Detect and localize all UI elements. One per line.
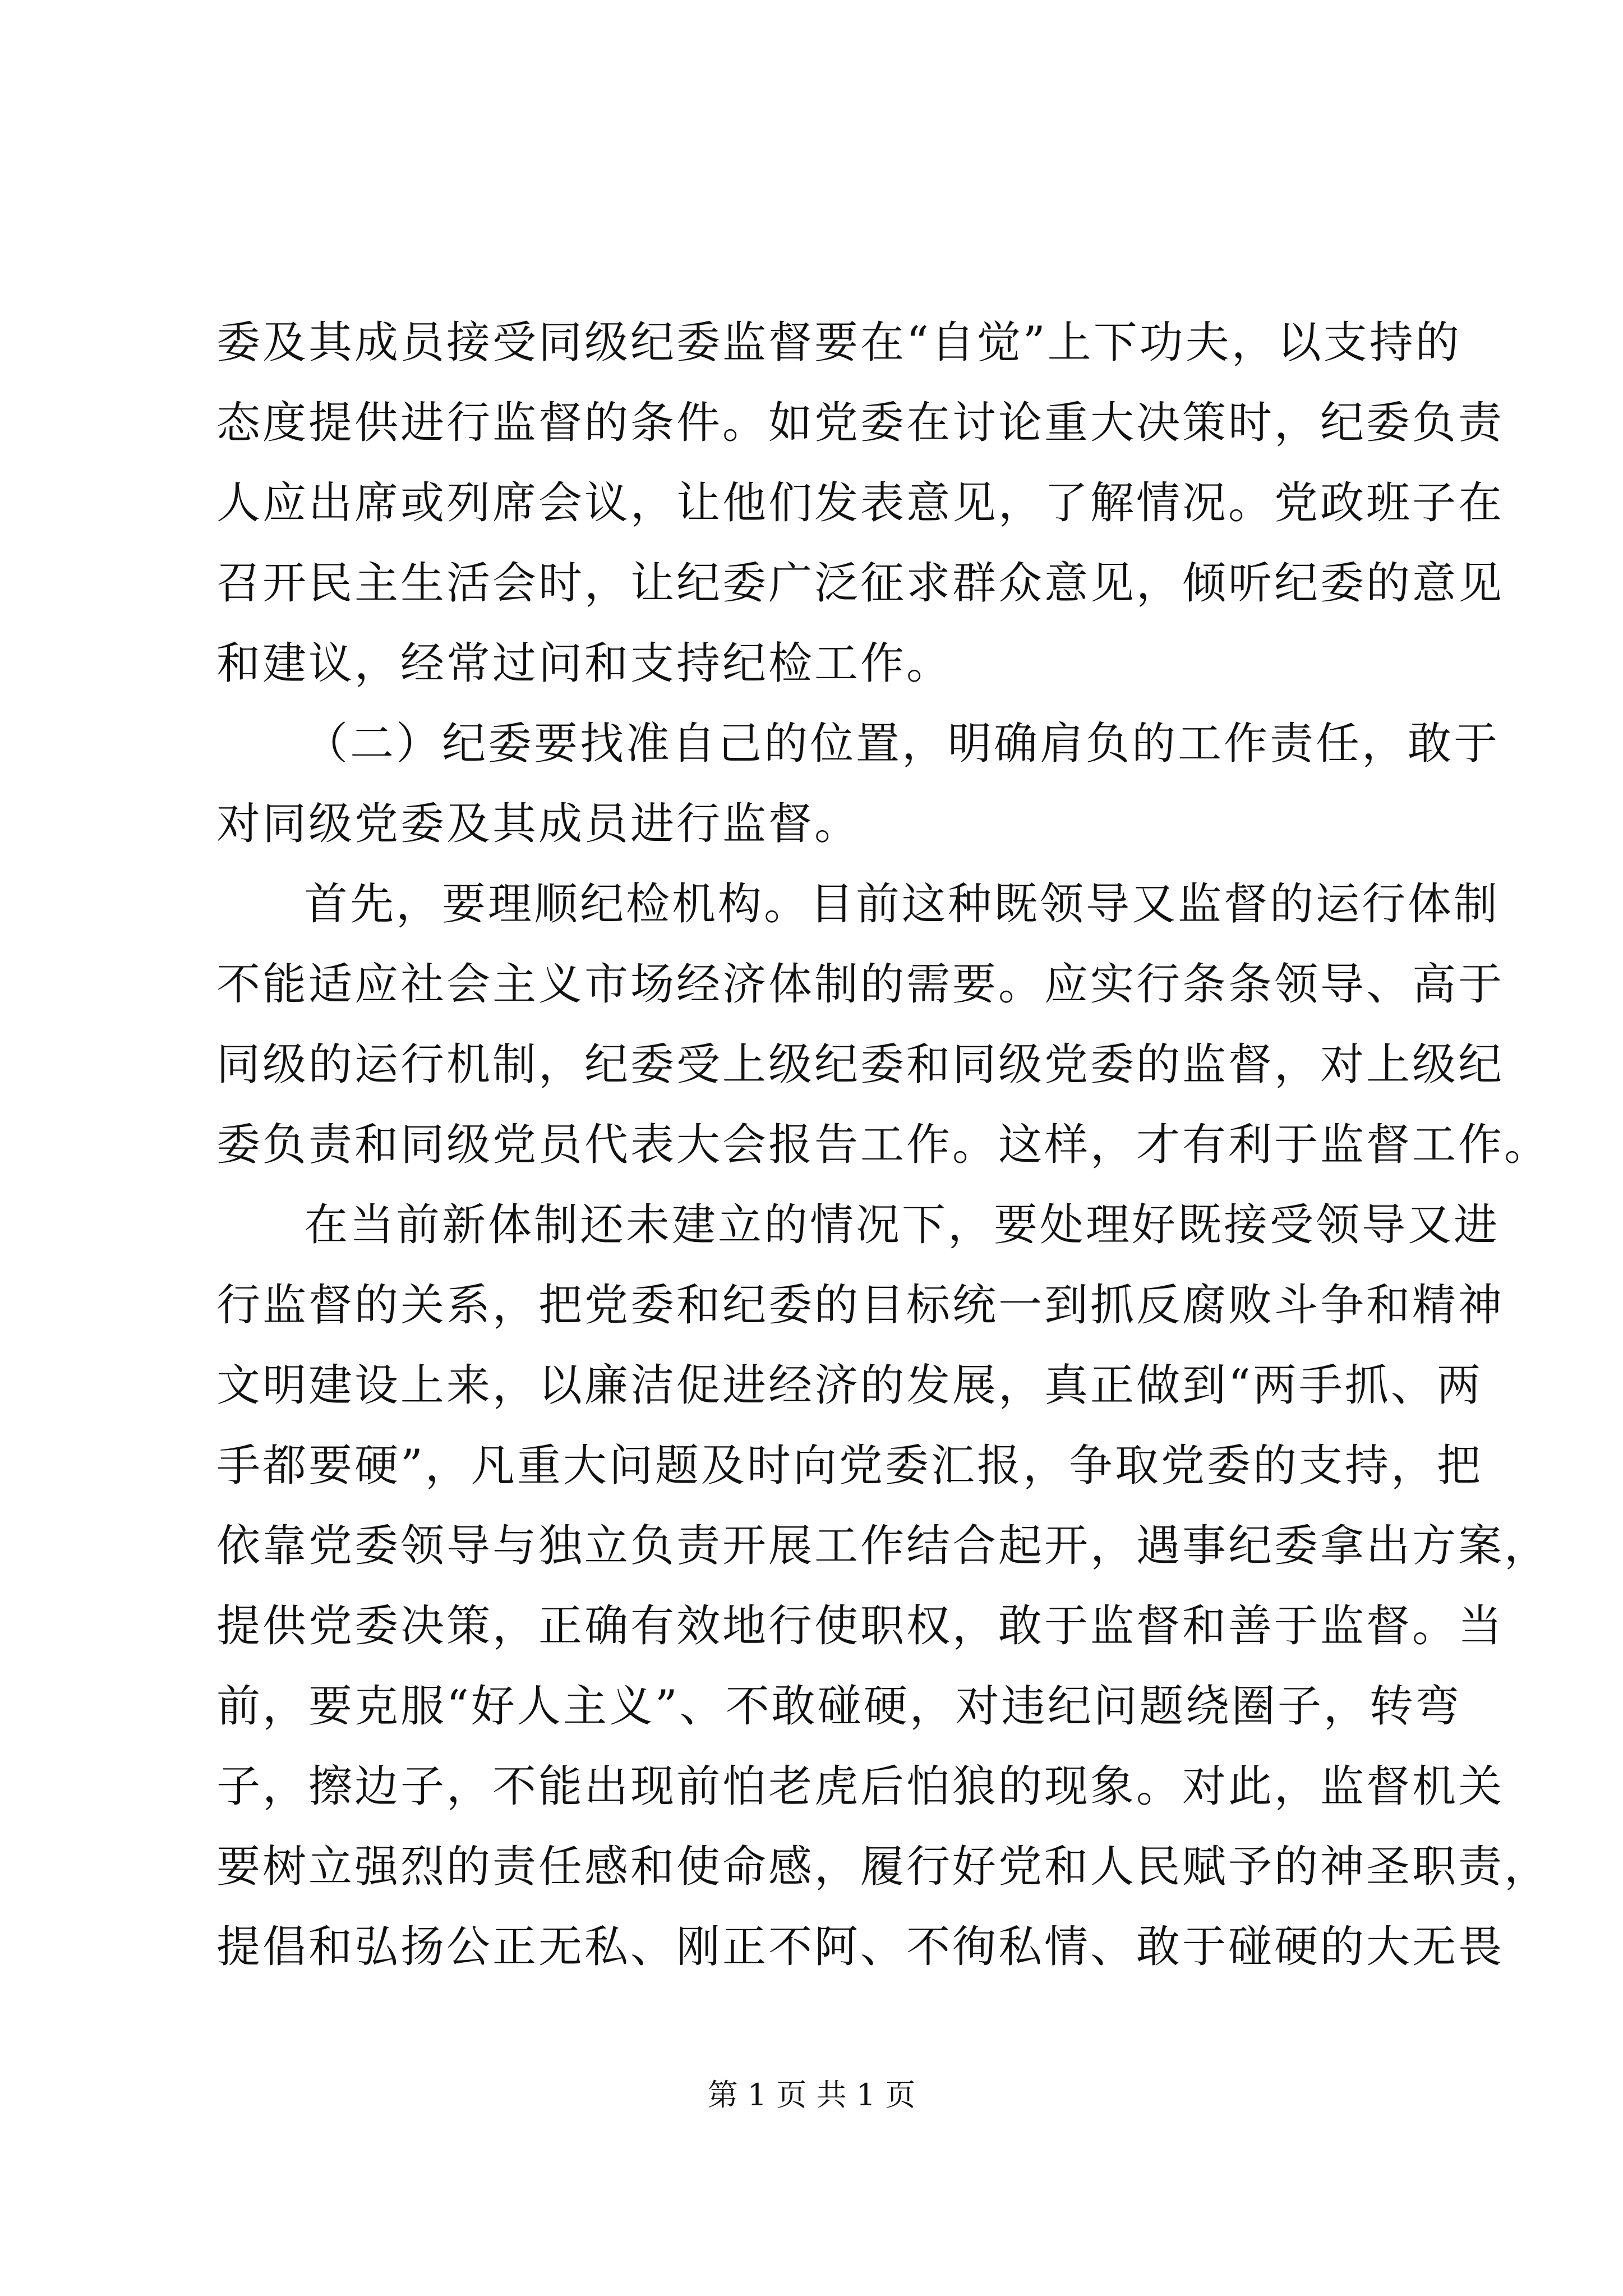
text-line: 召开民主生活会时，让纪委广泛征求群众意见，倾听纪委的意见	[216, 558, 1505, 609]
text-line: 前，要克服“好人主义”、不敢碰硬，对违纪问题绕圈子，转弯	[216, 1681, 1461, 1732]
text-line: 提倡和弘扬公正无私、刚正不阿、不徇私情、敢于碰硬的大无畏	[216, 1922, 1505, 1972]
text-line: 子，擦边子，不能出现前怕老虎后怕狼的现象。对此，监督机关	[216, 1761, 1505, 1812]
text-line: 要树立强烈的责任感和使命感，履行好党和人民赋予的神圣职责，	[216, 1842, 1551, 1892]
text-line: 同级的运行机制，纪委受上级纪委和同级党委的监督，对上级纪	[216, 1039, 1505, 1090]
text-line: 文明建设上来，以廉洁促进经济的发展，真正做到“两手抓、两	[216, 1360, 1483, 1411]
paragraph-start-line: 首先，要理顺纪检机构。目前这种既领导又监督的运行体制	[304, 879, 1500, 930]
text-line: 委负责和同级党员代表大会报告工作。这样，才有利于监督工作。	[216, 1120, 1551, 1170]
text-line: 委及其成员接受同级纪委监督要在“自觉”上下功夫，以支持的	[216, 318, 1461, 368]
text-line: 行监督的关系，把党委和纪委的目标统一到抓反腐败斗争和精神	[216, 1280, 1505, 1331]
paragraph-start-line: 在当前新体制还未建立的情况下，要处理好既接受领导又进	[304, 1200, 1500, 1250]
text-line: 和建议，经常过问和支持纪检工作。	[216, 638, 953, 689]
section-heading-line: （二）纪委要找准自己的位置，明确肩负的工作责任，敢于	[304, 719, 1500, 769]
section-heading-line: 对同级党委及其成员进行监督。	[216, 799, 861, 849]
text-line: 人应出席或列席会议，让他们发表意见，了解情况。党政班子在	[216, 478, 1505, 528]
text-line: 提供党委决策，正确有效地行使职权，敢于监督和善于监督。当	[216, 1601, 1505, 1651]
body-text	[216, 303, 1551, 1987]
page-number-footer: 第 1 页 共 1 页	[707, 2077, 916, 2113]
text-line: 不能适应社会主义市场经济体制的需要。应实行条条领导、高于	[216, 959, 1505, 1010]
text-line: 态度提供进行监督的条件。如党委在讨论重大决策时，纪委负责	[216, 398, 1505, 448]
text-line: 依靠党委领导与独立负责开展工作结合起开，遇事纪委拿出方案，	[216, 1521, 1551, 1571]
text-line: 手都要硬”，凡重大问题及时向党委汇报，争取党委的支持，把	[216, 1441, 1483, 1491]
